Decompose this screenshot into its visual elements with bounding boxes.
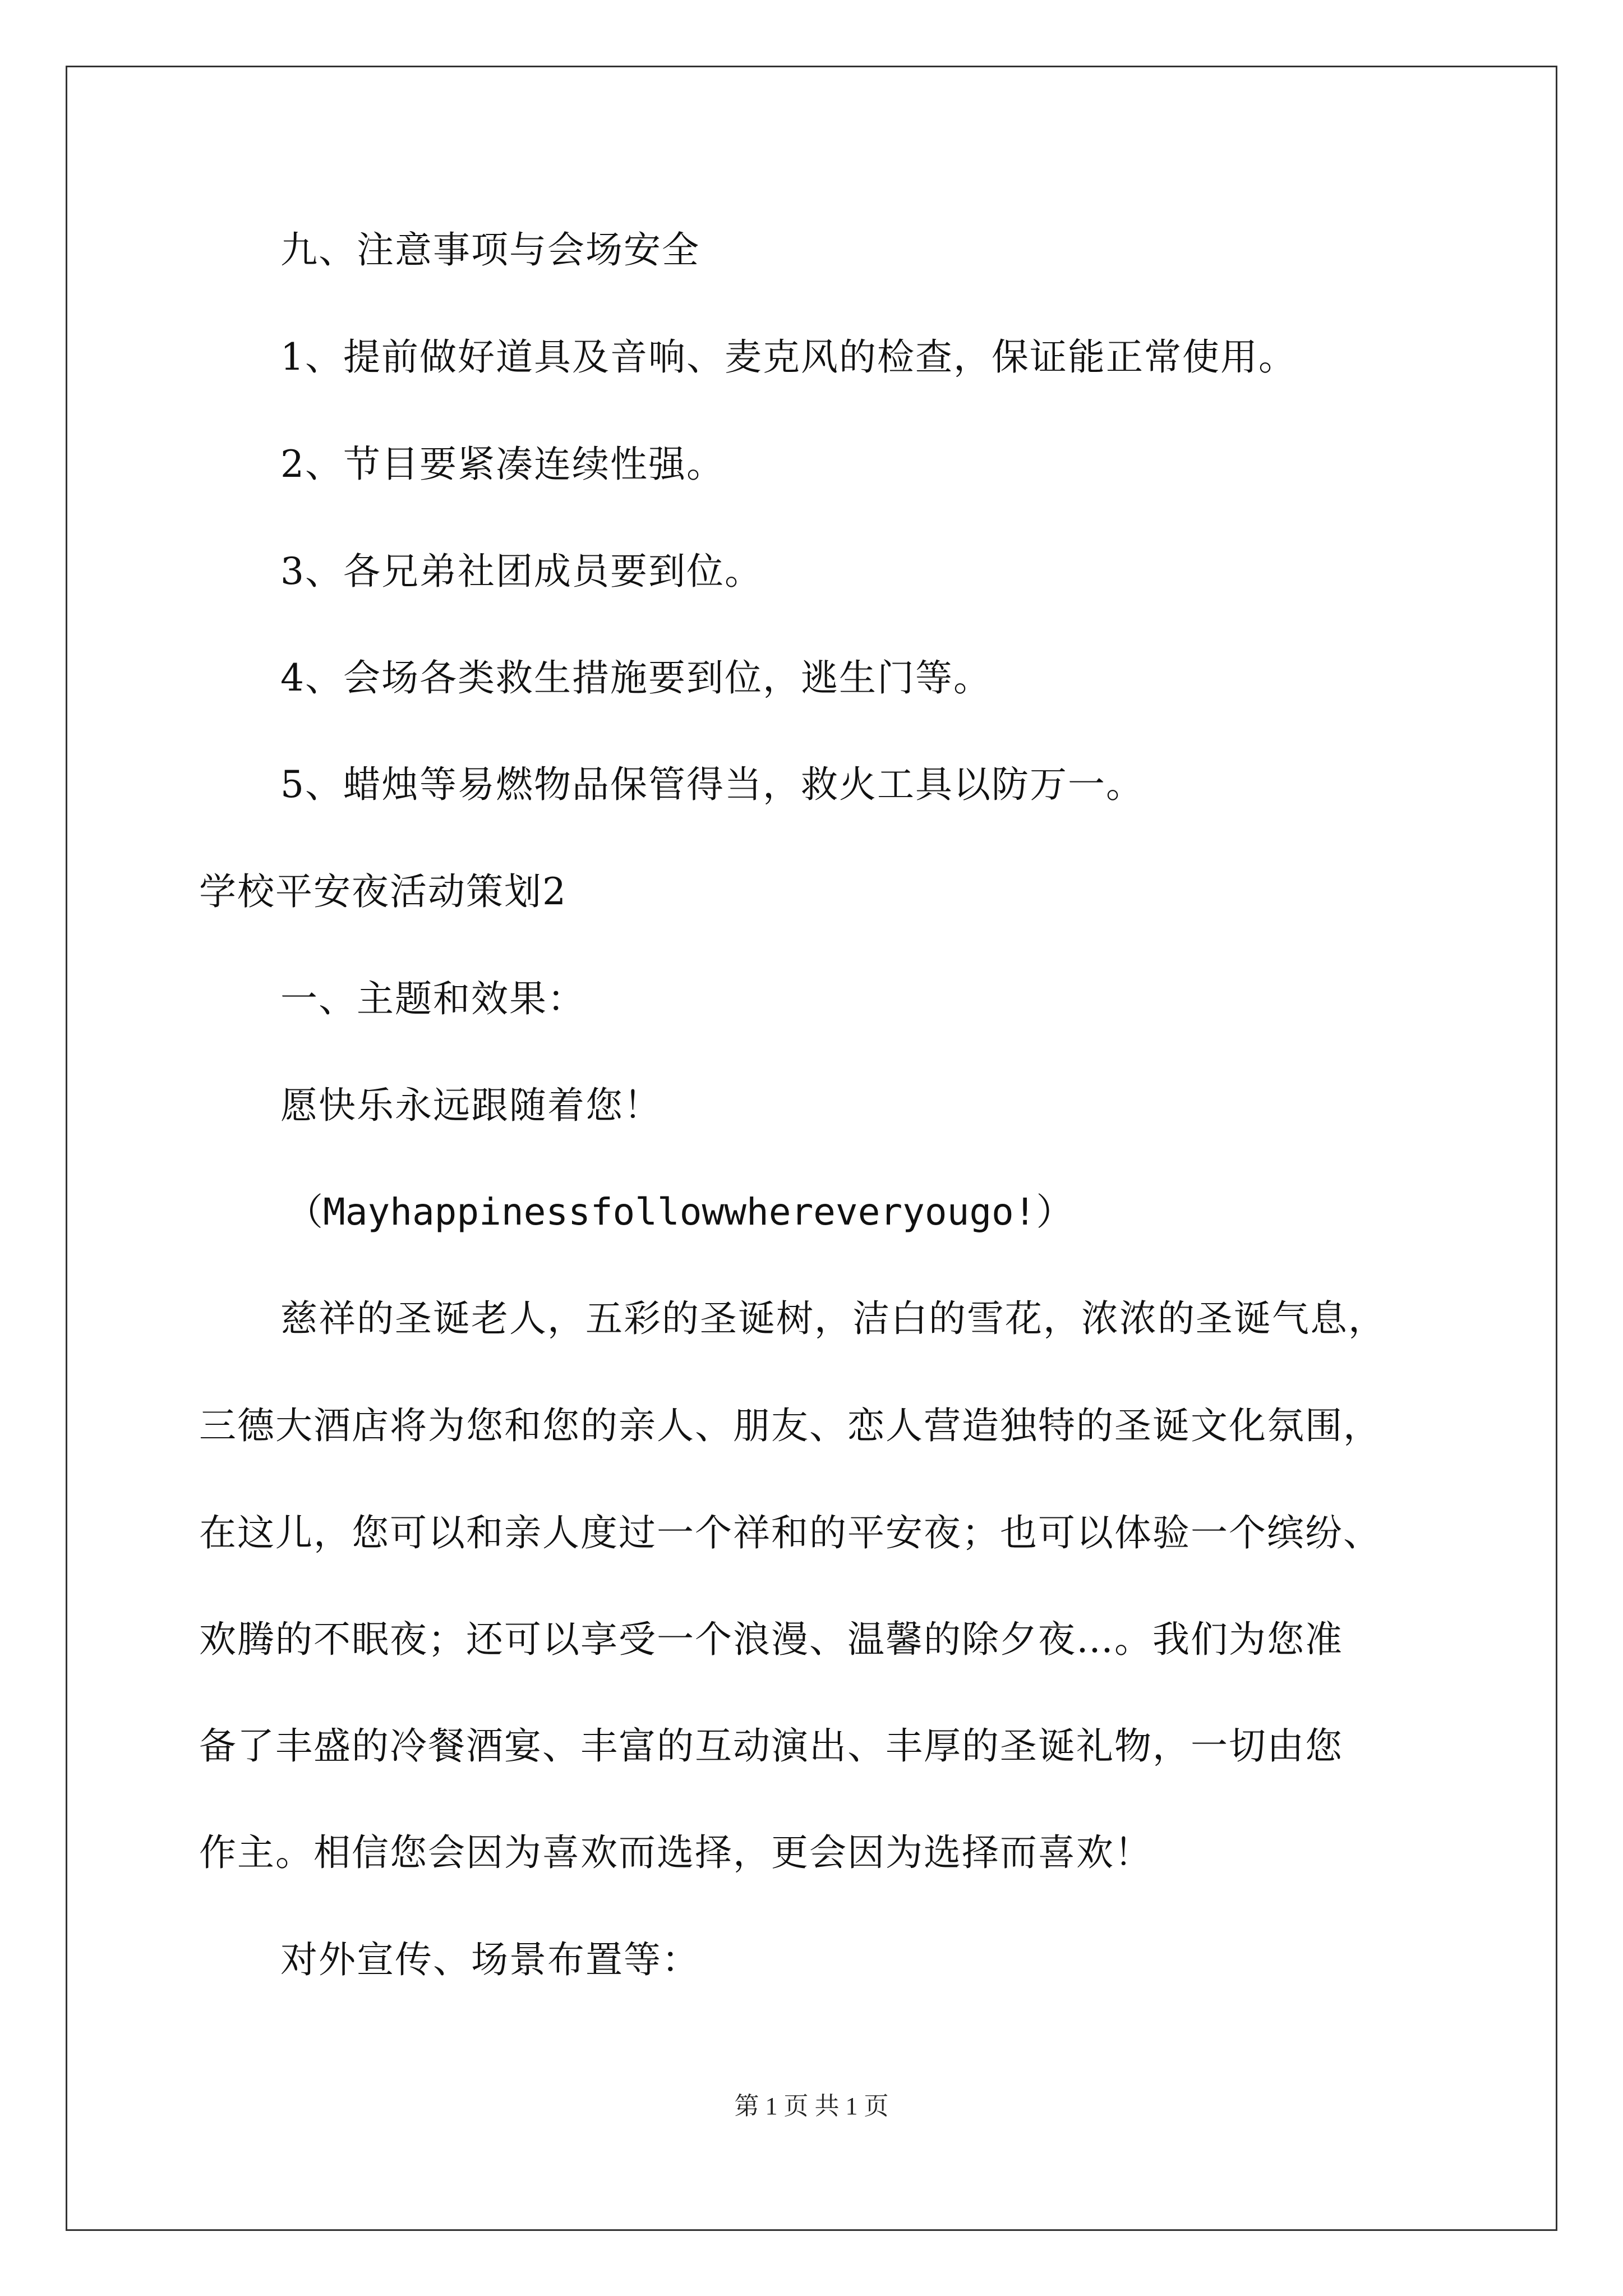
body-paragraph-line-1: 慈祥的圣诞老人，五彩的圣诞树，洁白的雪花，浓浓的圣诞气息， xyxy=(280,1297,1386,1340)
paragraph-item-5: 5、蜡烛等易燃物品保管得当，救火工具以防万一。 xyxy=(280,763,1144,806)
body-paragraph-line-2: 三德大酒店将为您和您的亲人、朋友、恋人营造独特的圣诞文化氛围， xyxy=(199,1404,1381,1447)
document-subtitle: 学校平安夜活动策划2 xyxy=(199,870,567,913)
theme-slogan: 愿快乐永远跟随着您！ xyxy=(280,1084,662,1127)
body-paragraph-line-4: 欢腾的不眠夜；还可以享受一个浪漫、温馨的除夕夜…。我们为您准 xyxy=(199,1618,1343,1661)
paragraph-item-4: 4、会场各类救生措施要到位，逃生门等。 xyxy=(280,656,992,700)
page-border xyxy=(66,66,1557,2231)
body-paragraph-line-5: 备了丰盛的冷餐酒宴、丰富的互动演出、丰厚的圣诞礼物，一切由您 xyxy=(199,1724,1343,1768)
section-heading-theme: 一、主题和效果： xyxy=(280,977,585,1020)
page-number-footer: 第 1 页 共 1 页 xyxy=(734,2092,889,2120)
paragraph-item-2: 2、节目要紧凑连续性强。 xyxy=(280,443,725,486)
section-heading-notes: 九、注意事项与会场安全 xyxy=(280,228,700,272)
section-heading-publicity: 对外宣传、场景布置等： xyxy=(280,1938,700,1981)
body-paragraph-line-6: 作主。相信您会因为喜欢而选择，更会因为选择而喜欢！ xyxy=(199,1831,1152,1874)
paragraph-item-1: 1、提前做好道具及音响、麦克风的检查，保证能正常使用。 xyxy=(280,335,1297,379)
body-paragraph-line-3: 在这儿，您可以和亲人度过一个祥和的平安夜；也可以体验一个缤纷、 xyxy=(199,1511,1381,1554)
paragraph-item-3: 3、各兄弟社团成员要到位。 xyxy=(280,550,763,593)
theme-slogan-english: （Mayhappinessfollowwhereveryougo!） xyxy=(286,1190,1073,1234)
